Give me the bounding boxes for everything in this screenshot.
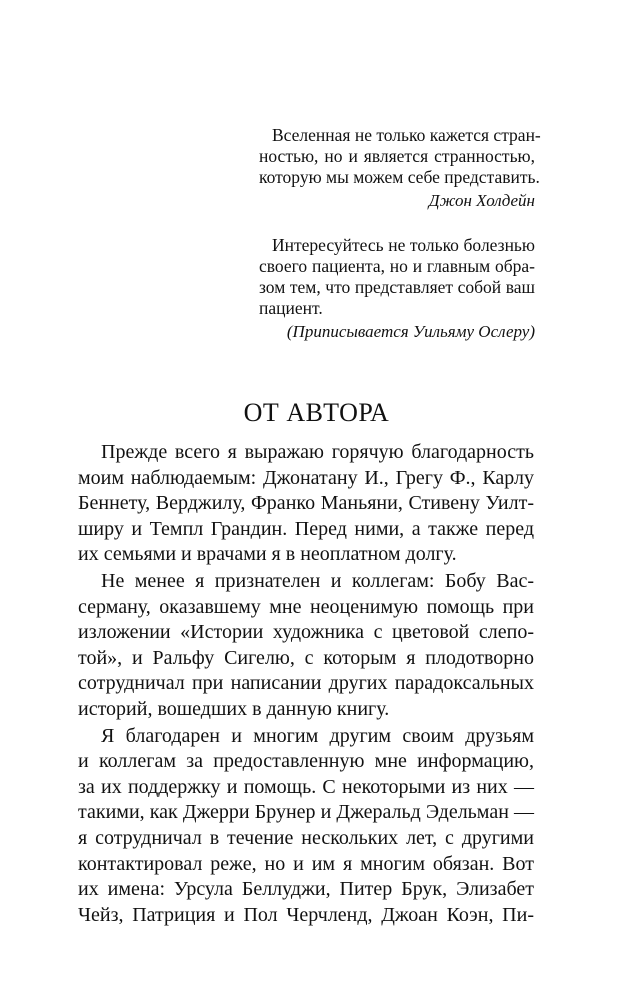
epigraph-line: Вселенная не только кажется стран-: [272, 125, 541, 145]
epigraph-author: (Приписывается Уильяму Ослеру): [286, 322, 535, 341]
text-line: Беннету, Верджилу, Франко Маньяни, Стивену Уилт-: [78, 492, 534, 515]
text-line: и коллегам за предоставленную мне информацию,: [78, 750, 534, 773]
text-line: такими, как Джерри Брунер и Джеральд Эдельман —: [78, 801, 534, 824]
epigraph-line: ностью, но и является странностью,: [259, 146, 535, 166]
text-line: сотрудничал при написании других парадоксальных: [78, 672, 534, 695]
epigraph-line: пациент.: [259, 298, 323, 318]
text-line: их семьями и врачами я в неоплатном долгу.: [78, 543, 457, 566]
text-line: моим наблюдаемым: Джонатану И., Грегу Ф., Карлу: [78, 466, 534, 489]
text-line: той», и Ральфу Сигелю, с которым я плодотворно: [78, 646, 534, 669]
text-line: серману, оказавшему мне неоценимую помощь при: [78, 595, 534, 618]
epigraph-line: зом тем, что представляет собой ваш: [259, 277, 535, 297]
paragraph: [78, 724, 534, 929]
text-line: контактировал реже, но и им я многим обязан. Вот: [78, 852, 534, 875]
epigraph-line: своего пациента, но и главным обра-: [259, 256, 535, 276]
epigraph-line: Интересуйтесь не только болезнью: [272, 235, 535, 255]
text-line: ширу и Темпл Грандин. Перед ними, а также перед: [78, 517, 534, 540]
text-line: Не менее я признателен и коллегам: Бобу Вас-: [101, 569, 534, 592]
text-line: Я благодарен и многим другим своим друзьям: [101, 724, 534, 747]
paragraph: [78, 569, 534, 723]
epigraph-haldane: [259, 125, 541, 211]
epigraph-line: которую мы можем себе представить.: [259, 167, 540, 187]
text-line: изложении «Истории художника с цветовой слепо-: [78, 621, 534, 644]
epigraph-osler: [259, 235, 535, 342]
text-line: Прежде всего я выражаю горячую благодарность: [101, 441, 534, 463]
text-line: я сотрудничал в течение нескольких лет, с другими: [78, 826, 534, 849]
text-line: историй, вошедших в данную книгу.: [78, 697, 390, 720]
text-line: за их поддержку и помощь. С некоторыми из них —: [78, 775, 534, 798]
text-line: их имена: Урсула Беллуджи, Питер Брук, Элизабет: [78, 878, 534, 901]
section-body: [78, 440, 534, 928]
text-line: Чейз, Патриция и Пол Черчленд, Джоан Коэн, Пи-: [78, 903, 534, 926]
epigraph-author: Джон Холдейн: [428, 191, 535, 210]
section-heading: ОТ АВТОРА: [243, 398, 390, 427]
paragraph: [78, 440, 534, 568]
